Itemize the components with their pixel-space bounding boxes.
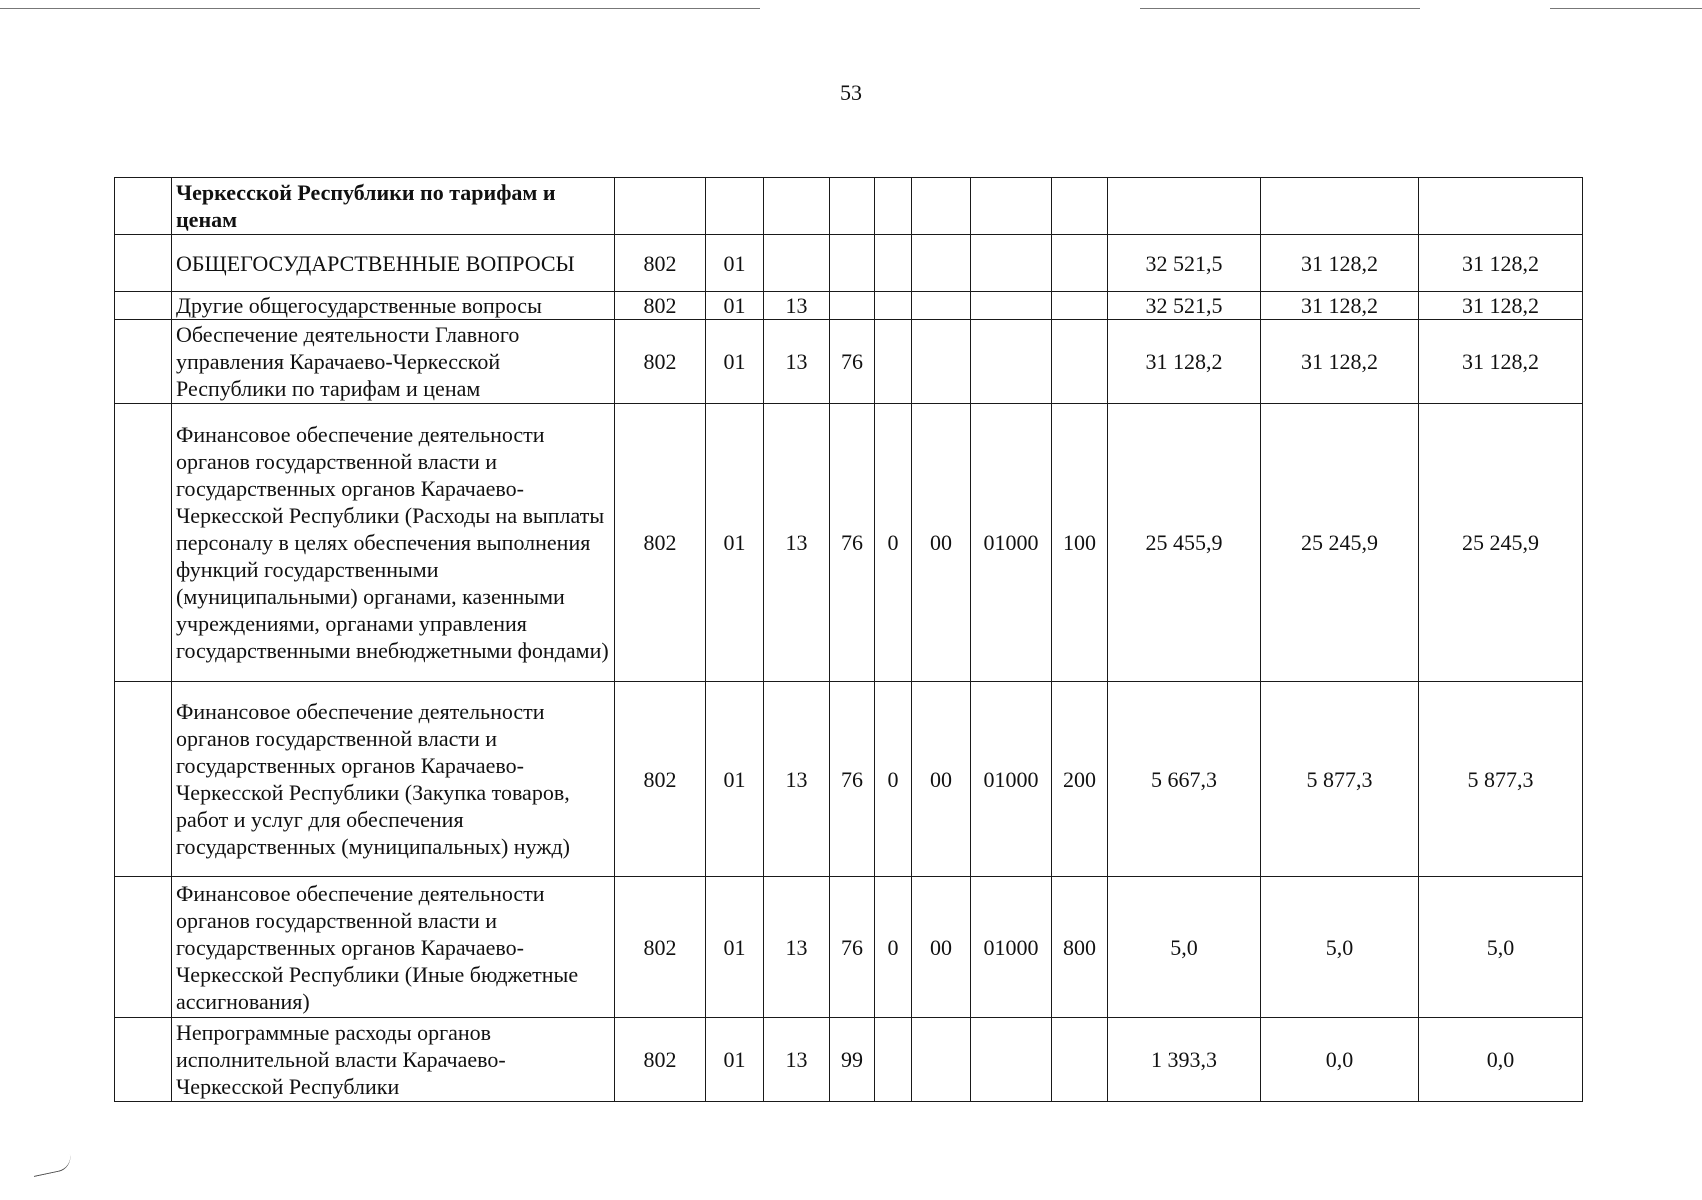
program-code-cell: 99	[830, 1018, 875, 1102]
amount-2-cell: 0,0	[1261, 1018, 1419, 1102]
program-code-cell: 76	[830, 682, 875, 877]
amount-3-cell: 5,0	[1419, 877, 1583, 1018]
row-index-cell	[115, 292, 172, 320]
table-row	[115, 178, 1583, 235]
amount-3-cell: 0,0	[1419, 1018, 1583, 1102]
budget-table-body	[115, 178, 1583, 1102]
row-index-cell	[115, 877, 172, 1018]
subsection-code-cell: 13	[764, 877, 830, 1018]
table-row	[115, 292, 1583, 320]
direction-code-cell	[971, 292, 1052, 320]
subsection-code-cell: 13	[764, 404, 830, 682]
section-code-cell: 01	[706, 320, 764, 404]
top-scan-line	[0, 8, 760, 9]
expense-type-code-cell: 800	[1052, 877, 1108, 1018]
ministry-code-cell	[615, 178, 706, 235]
row-index-cell	[115, 235, 172, 292]
ministry-code-cell: 802	[615, 235, 706, 292]
table-row	[115, 877, 1583, 1018]
expense-type-code-cell	[1052, 292, 1108, 320]
row-index-cell	[115, 682, 172, 877]
row-name-cell: Другие общегосударственные вопросы	[172, 292, 615, 320]
section-code-cell: 01	[706, 1018, 764, 1102]
section-code-cell: 01	[706, 235, 764, 292]
amount-2-cell: 31 128,2	[1261, 235, 1419, 292]
main-activity-code-cell	[912, 1018, 971, 1102]
row-index-cell	[115, 1018, 172, 1102]
row-name-cell: Финансовое обеспечение деятельности органов государственной власти и государственных органов Карачаево-Черкесской Республики (Закупка товаров, работ и услуг для обеспечения государственных (муниципальных) нужд)	[172, 682, 615, 877]
subprogram-code-cell	[875, 1018, 912, 1102]
amount-3-cell: 31 128,2	[1419, 235, 1583, 292]
row-name-cell: Черкесской Республики по тарифам и ценам	[172, 178, 615, 235]
amount-1-cell: 25 455,9	[1108, 404, 1261, 682]
ministry-code-cell: 802	[615, 320, 706, 404]
amount-3-cell: 31 128,2	[1419, 320, 1583, 404]
subsection-code-cell: 13	[764, 292, 830, 320]
row-index-cell	[115, 404, 172, 682]
direction-code-cell: 01000	[971, 877, 1052, 1018]
direction-code-cell	[971, 320, 1052, 404]
section-code-cell: 01	[706, 292, 764, 320]
row-name-cell: Финансовое обеспечение деятельности органов государственной власти и государственных органов Карачаево-Черкесской Республики (Иные бюджетные ассигнования)	[172, 877, 615, 1018]
subsection-code-cell: 13	[764, 320, 830, 404]
ministry-code-cell: 802	[615, 1018, 706, 1102]
expense-type-code-cell	[1052, 235, 1108, 292]
program-code-cell	[830, 292, 875, 320]
amount-1-cell: 5,0	[1108, 877, 1261, 1018]
ministry-code-cell: 802	[615, 682, 706, 877]
top-scan-line	[1550, 8, 1702, 9]
program-code-cell: 76	[830, 877, 875, 1018]
table-row	[115, 1018, 1583, 1102]
subprogram-code-cell	[875, 235, 912, 292]
amount-2-cell: 31 128,2	[1261, 320, 1419, 404]
amount-2-cell: 5,0	[1261, 877, 1419, 1018]
ministry-code-cell: 802	[615, 877, 706, 1018]
amount-3-cell: 31 128,2	[1419, 292, 1583, 320]
subsection-code-cell	[764, 178, 830, 235]
amount-2-cell: 25 245,9	[1261, 404, 1419, 682]
row-index-cell	[115, 320, 172, 404]
subprogram-code-cell: 0	[875, 877, 912, 1018]
direction-code-cell	[971, 1018, 1052, 1102]
main-activity-code-cell	[912, 178, 971, 235]
table-row	[115, 682, 1583, 877]
ministry-code-cell: 802	[615, 404, 706, 682]
subprogram-code-cell	[875, 292, 912, 320]
expense-type-code-cell	[1052, 1018, 1108, 1102]
program-code-cell: 76	[830, 320, 875, 404]
subsection-code-cell: 13	[764, 682, 830, 877]
expense-type-code-cell	[1052, 178, 1108, 235]
expense-type-code-cell	[1052, 320, 1108, 404]
subsection-code-cell: 13	[764, 1018, 830, 1102]
row-name-cell: Финансовое обеспечение деятельности органов государственной власти и государственных органов Карачаево-Черкесской Республики (Расходы на выплаты персоналу в целях обеспечения выполнения функций государственными (муниципальными) органами, казенными учреждениями, органами управления государственными внебюджетными фондами)	[172, 404, 615, 682]
amount-3-cell	[1419, 178, 1583, 235]
amount-1-cell: 31 128,2	[1108, 320, 1261, 404]
table-row	[115, 404, 1583, 682]
amount-2-cell: 31 128,2	[1261, 292, 1419, 320]
direction-code-cell	[971, 178, 1052, 235]
amount-2-cell	[1261, 178, 1419, 235]
row-index-cell	[115, 178, 172, 235]
main-activity-code-cell: 00	[912, 877, 971, 1018]
subprogram-code-cell: 0	[875, 682, 912, 877]
scan-mark	[31, 1154, 73, 1177]
amount-1-cell: 5 667,3	[1108, 682, 1261, 877]
amount-3-cell: 25 245,9	[1419, 404, 1583, 682]
subprogram-code-cell	[875, 178, 912, 235]
section-code-cell: 01	[706, 682, 764, 877]
amount-1-cell: 32 521,5	[1108, 235, 1261, 292]
program-code-cell	[830, 178, 875, 235]
top-scan-line	[1140, 8, 1420, 9]
table-row	[115, 320, 1583, 404]
main-activity-code-cell	[912, 235, 971, 292]
amount-1-cell: 32 521,5	[1108, 292, 1261, 320]
program-code-cell	[830, 235, 875, 292]
section-code-cell: 01	[706, 404, 764, 682]
ministry-code-cell: 802	[615, 292, 706, 320]
subprogram-code-cell	[875, 320, 912, 404]
main-activity-code-cell	[912, 292, 971, 320]
subprogram-code-cell: 0	[875, 404, 912, 682]
main-activity-code-cell	[912, 320, 971, 404]
amount-2-cell: 5 877,3	[1261, 682, 1419, 877]
expense-type-code-cell: 200	[1052, 682, 1108, 877]
main-activity-code-cell: 00	[912, 404, 971, 682]
section-code-cell: 01	[706, 877, 764, 1018]
direction-code-cell: 01000	[971, 682, 1052, 877]
direction-code-cell: 01000	[971, 404, 1052, 682]
direction-code-cell	[971, 235, 1052, 292]
budget-table	[114, 177, 1583, 1102]
row-name-cell: Непрограммные расходы органов исполнительной власти Карачаево-Черкесской Республики	[172, 1018, 615, 1102]
subsection-code-cell	[764, 235, 830, 292]
amount-1-cell: 1 393,3	[1108, 1018, 1261, 1102]
amount-1-cell	[1108, 178, 1261, 235]
row-name-cell: ОБЩЕГОСУДАРСТВЕННЫЕ ВОПРОСЫ	[172, 235, 615, 292]
row-name-cell: Обеспечение деятельности Главного управления Карачаево-Черкесской Республики по тарифам и ценам	[172, 320, 615, 404]
expense-type-code-cell: 100	[1052, 404, 1108, 682]
main-activity-code-cell: 00	[912, 682, 971, 877]
program-code-cell: 76	[830, 404, 875, 682]
page-number: 53	[840, 80, 862, 105]
amount-3-cell: 5 877,3	[1419, 682, 1583, 877]
section-code-cell	[706, 178, 764, 235]
table-row	[115, 235, 1583, 292]
